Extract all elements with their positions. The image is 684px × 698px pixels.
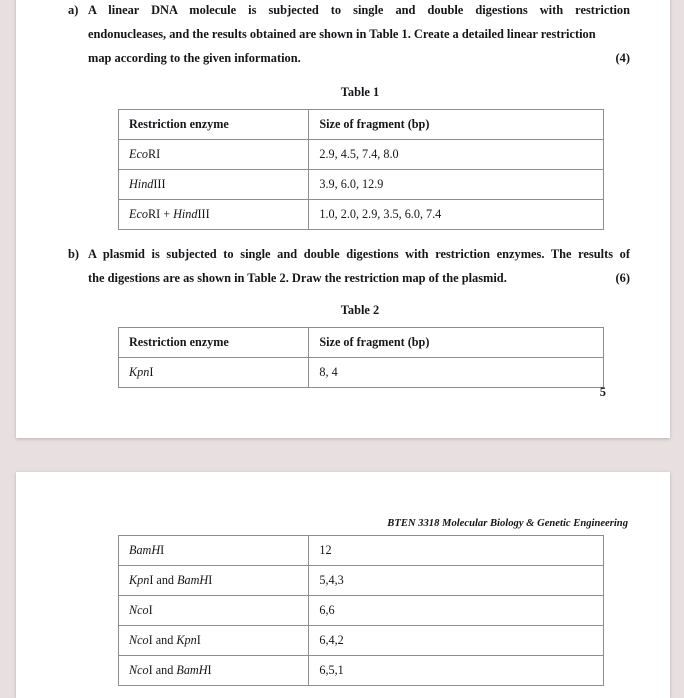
enzyme-name-part: Hind xyxy=(129,177,154,191)
question-b-body xyxy=(88,242,630,290)
table-1-reference: Table 1 xyxy=(369,27,408,42)
cell-fragment-sizes: 8, 4 xyxy=(309,358,604,388)
cell-enzyme xyxy=(119,626,309,656)
cell-enzyme xyxy=(119,358,309,388)
enzyme-name-part: I and xyxy=(148,633,177,647)
question-a-marks: (4) xyxy=(615,51,630,66)
enzyme-name-part: Kpn xyxy=(129,365,150,379)
question-a xyxy=(68,0,630,71)
enzyme-name-part: I xyxy=(160,543,165,557)
question-a-body xyxy=(88,0,630,71)
table-2-header-size: Size of fragment (bp) xyxy=(309,328,604,358)
table-row xyxy=(119,596,604,626)
table-2-header-enzyme: Restriction enzyme xyxy=(119,328,309,358)
cell-fragment-sizes: 6,5,1 xyxy=(309,656,604,686)
question-a-line-3 xyxy=(88,46,630,70)
cell-enzyme xyxy=(119,200,309,230)
cell-fragment-sizes: 6,6 xyxy=(309,596,604,626)
question-a-line-1: A linear DNA molecule is subjected to single and double digestions with restriction xyxy=(88,3,630,17)
question-a-marker: a) xyxy=(68,3,79,17)
question-b-line-1: A plasmid is subjected to single and double digestions with restriction enzymes. The results of xyxy=(88,247,630,261)
enzyme-name-part: Nco xyxy=(129,603,149,617)
enzyme-name-part: Eco xyxy=(129,147,148,161)
cell-enzyme xyxy=(119,140,309,170)
question-a-line-2 xyxy=(88,22,630,46)
enzyme-name-part: Kpn xyxy=(176,633,197,647)
cell-enzyme xyxy=(119,656,309,686)
cell-fragment-sizes: 3.9, 6.0, 12.9 xyxy=(309,170,604,200)
enzyme-name-part: BamH xyxy=(177,573,209,587)
running-header: BTEN 3318 Molecular Biology & Genetic Engineering xyxy=(387,518,628,529)
question-a-line-2-post: . Create a detailed linear restriction xyxy=(407,27,596,42)
question-b-marks: (6) xyxy=(615,271,630,286)
cell-enzyme xyxy=(119,536,309,566)
question-b-line-2-post: . Draw the restriction map of the plasmid. xyxy=(285,271,507,286)
question-b-line-2 xyxy=(88,266,630,290)
cell-enzyme xyxy=(119,566,309,596)
table-row xyxy=(119,626,604,656)
table-1-header-enzyme: Restriction enzyme xyxy=(119,110,309,140)
table-row xyxy=(119,566,604,596)
cell-enzyme xyxy=(119,170,309,200)
table-2-body xyxy=(119,358,604,388)
table-row xyxy=(119,140,604,170)
cell-fragment-sizes: 1.0, 2.0, 2.9, 3.5, 6.0, 7.4 xyxy=(309,200,604,230)
table-1-header-size: Size of fragment (bp) xyxy=(309,110,604,140)
table-row xyxy=(119,170,604,200)
table-row xyxy=(119,358,604,388)
enzyme-name-part: H xyxy=(151,543,161,557)
enzyme-name-part: Nco xyxy=(129,663,149,677)
table-1-body xyxy=(119,140,604,230)
table-row xyxy=(119,656,604,686)
table-row xyxy=(119,200,604,230)
table-2-caption: Table 2 xyxy=(340,303,380,317)
enzyme-name-part: RI + xyxy=(147,207,174,221)
table-row xyxy=(119,536,604,566)
table-2-reference: Table 2 xyxy=(247,271,286,286)
cell-fragment-sizes: 12 xyxy=(309,536,604,566)
enzyme-name-part: I xyxy=(208,573,213,587)
table-2 xyxy=(118,327,604,388)
enzyme-name-part: Kpn xyxy=(129,573,150,587)
table-1-caption: Table 1 xyxy=(340,85,380,99)
question-b-line-2-text xyxy=(88,266,507,290)
table-3 xyxy=(118,535,604,686)
question-b-marker: b) xyxy=(68,247,80,261)
table-1-header-row xyxy=(119,110,604,140)
page-number: 5 xyxy=(599,385,606,399)
enzyme-name-part: Hind xyxy=(173,207,198,221)
enzyme-name-part: I and xyxy=(149,573,178,587)
enzyme-name-part: Eco xyxy=(129,207,148,221)
enzyme-name-part: Bam xyxy=(129,543,152,557)
enzyme-name-part: Nco xyxy=(129,633,149,647)
cell-enzyme xyxy=(119,596,309,626)
enzyme-name-part: I xyxy=(207,663,212,677)
table-1 xyxy=(118,109,604,230)
enzyme-name-part: I xyxy=(196,633,201,647)
enzyme-name-part: III xyxy=(153,177,166,191)
question-a-line-2-pre: endonucleases, and the results obtained are shown in xyxy=(88,27,370,42)
enzyme-name-part: RI xyxy=(147,147,161,161)
document-page-1 xyxy=(16,0,670,438)
cell-fragment-sizes: 6,4,2 xyxy=(309,626,604,656)
enzyme-name-part: BamH xyxy=(176,663,208,677)
question-b-line-2-pre: the digestions are as shown in xyxy=(88,271,248,286)
cell-fragment-sizes: 5,4,3 xyxy=(309,566,604,596)
question-a-line-3-text: map according to the given information. xyxy=(88,51,301,66)
enzyme-name-part: I and xyxy=(148,663,177,677)
question-b xyxy=(68,242,630,290)
table-3-body xyxy=(119,536,604,686)
enzyme-name-part: III xyxy=(197,207,210,221)
table-2-header-row xyxy=(119,328,604,358)
enzyme-name-part: I xyxy=(148,603,153,617)
document-page-2 xyxy=(16,472,670,698)
cell-fragment-sizes: 2.9, 4.5, 7.4, 8.0 xyxy=(309,140,604,170)
enzyme-name-part: I xyxy=(149,365,154,379)
